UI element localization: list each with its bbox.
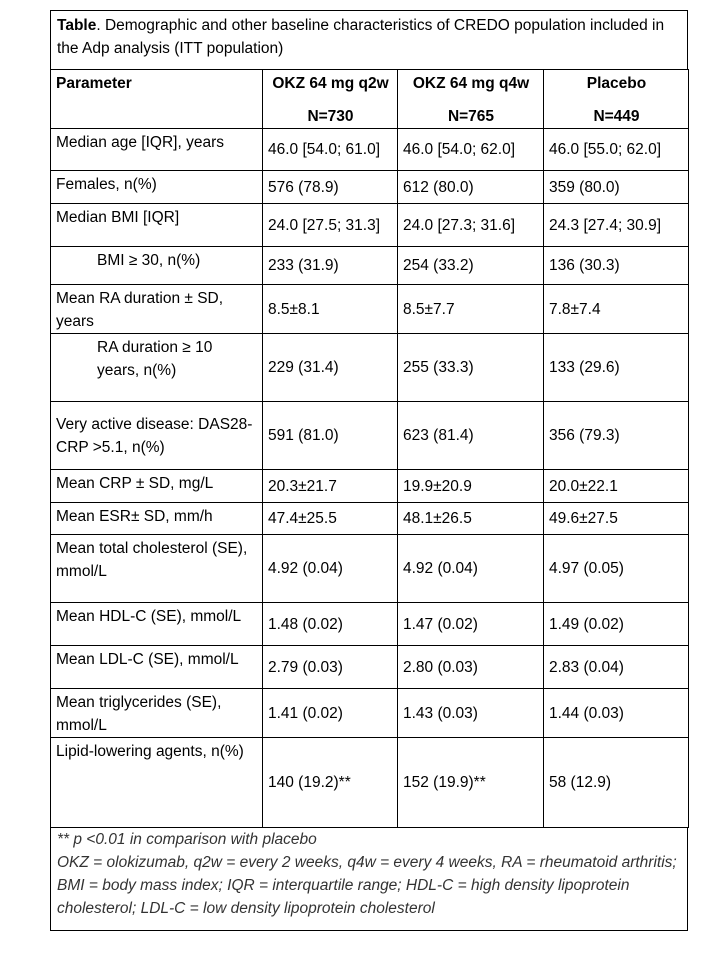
cell-value: 1.43 (0.03) [398, 689, 544, 738]
header-row [51, 70, 689, 129]
cell-value: 1.48 (0.02) [263, 603, 398, 646]
row-label: Mean RA duration ± SD, years [51, 285, 263, 334]
cell-value: 612 (80.0) [398, 171, 544, 204]
cell-value: 8.5±8.1 [263, 285, 398, 334]
row-label: Mean HDL-C (SE), mmol/L [51, 603, 263, 646]
cell-value: 8.5±7.7 [398, 285, 544, 334]
caption-text: . Demographic and other baseline characteristics of CREDO population included in the Adp analysis (ITT population) [57, 17, 665, 57]
cell-value: 49.6±27.5 [544, 503, 689, 535]
row-label: Lipid-lowering agents, n(%) [51, 738, 263, 828]
footnote-significance: ** p <0.01 in comparison with placebo [57, 831, 317, 848]
cell-value: 255 (33.3) [398, 334, 544, 402]
table-row [51, 689, 689, 738]
cell-value: 4.92 (0.04) [398, 535, 544, 603]
table-row [51, 285, 689, 334]
table-row [51, 129, 689, 171]
cell-value: 46.0 [54.0; 62.0] [398, 129, 544, 171]
table-caption [50, 10, 688, 69]
table-row [51, 738, 689, 828]
table-row [51, 402, 689, 470]
cell-value: 2.79 (0.03) [263, 646, 398, 689]
row-label: Females, n(%) [51, 171, 263, 204]
cell-value: 233 (31.9) [263, 247, 398, 285]
cell-value: 20.0±22.1 [544, 470, 689, 503]
cell-value: 229 (31.4) [263, 334, 398, 402]
row-label: Mean triglycerides (SE), mmol/L [51, 689, 263, 738]
header-col-n: N=449 [593, 108, 640, 125]
cell-value: 359 (80.0) [544, 171, 689, 204]
caption-label: Table [57, 17, 97, 34]
cell-value: 46.0 [54.0; 61.0] [263, 129, 398, 171]
cell-value: 47.4±25.5 [263, 503, 398, 535]
header-col-n: N=765 [447, 108, 495, 125]
cell-value: 1.41 (0.02) [263, 689, 398, 738]
table-row [51, 535, 689, 603]
header-col-name: OKZ 64 mg q2w [272, 75, 389, 92]
table-row [51, 171, 689, 204]
cell-value: 254 (33.2) [398, 247, 544, 285]
header-parameter: Parameter [51, 70, 263, 129]
table-row [51, 247, 689, 285]
header-col-q4w [398, 70, 544, 129]
table-footnote [50, 828, 688, 931]
table-row [51, 470, 689, 503]
cell-value: 19.9±20.9 [398, 470, 544, 503]
cell-value: 623 (81.4) [398, 402, 544, 470]
cell-value: 356 (79.3) [544, 402, 689, 470]
header-col-name: Placebo [586, 75, 647, 92]
cell-value: 20.3±21.7 [263, 470, 398, 503]
cell-value: 136 (30.3) [544, 247, 689, 285]
row-label: Very active disease: DAS28-CRP >5.1, n(%) [51, 402, 263, 470]
row-label: Mean ESR± SD, mm/h [51, 503, 263, 535]
row-label: Mean total cholesterol (SE), mmol/L [51, 535, 263, 603]
row-label: BMI ≥ 30, n(%) [51, 247, 263, 285]
cell-value: 152 (19.9)** [398, 738, 544, 828]
cell-value: 7.8±7.4 [544, 285, 689, 334]
baseline-characteristics-table [50, 69, 689, 828]
cell-value: 1.47 (0.02) [398, 603, 544, 646]
row-label: Median age [IQR], years [51, 129, 263, 171]
cell-value: 46.0 [55.0; 62.0] [544, 129, 689, 171]
cell-value: 591 (81.0) [263, 402, 398, 470]
table-row [51, 503, 689, 535]
row-label: Mean CRP ± SD, mg/L [51, 470, 263, 503]
row-label: RA duration ≥ 10 years, n(%) [51, 334, 263, 402]
header-col-placebo [544, 70, 689, 129]
cell-value: 1.49 (0.02) [544, 603, 689, 646]
cell-value: 4.97 (0.05) [544, 535, 689, 603]
cell-value: 58 (12.9) [544, 738, 689, 828]
row-label: Median BMI [IQR] [51, 204, 263, 247]
table-row [51, 603, 689, 646]
cell-value: 24.0 [27.5; 31.3] [263, 204, 398, 247]
table-row [51, 334, 689, 402]
header-col-q2w [263, 70, 398, 129]
cell-value: 24.3 [27.4; 30.9] [544, 204, 689, 247]
cell-value: 4.92 (0.04) [263, 535, 398, 603]
cell-value: 2.83 (0.04) [544, 646, 689, 689]
footnote-abbreviations: OKZ = olokizumab, q2w = every 2 weeks, q4w = every 4 weeks, RA = rheumatoid arthritis; BMI = body mass index; IQR = interquartile range; HDL-C = high density lipoprotein cholesterol; LDL-C = low density lipoprotein cholesterol [57, 854, 677, 917]
cell-value: 48.1±26.5 [398, 503, 544, 535]
cell-value: 24.0 [27.3; 31.6] [398, 204, 544, 247]
cell-value: 576 (78.9) [263, 171, 398, 204]
cell-value: 140 (19.2)** [263, 738, 398, 828]
table-row [51, 204, 689, 247]
row-label: Mean LDL-C (SE), mmol/L [51, 646, 263, 689]
header-col-name: OKZ 64 mg q4w [412, 75, 530, 92]
cell-value: 133 (29.6) [544, 334, 689, 402]
cell-value: 1.44 (0.03) [544, 689, 689, 738]
header-col-n: N=730 [307, 108, 354, 125]
table-row [51, 646, 689, 689]
cell-value: 2.80 (0.03) [398, 646, 544, 689]
document-table-figure [50, 10, 688, 931]
